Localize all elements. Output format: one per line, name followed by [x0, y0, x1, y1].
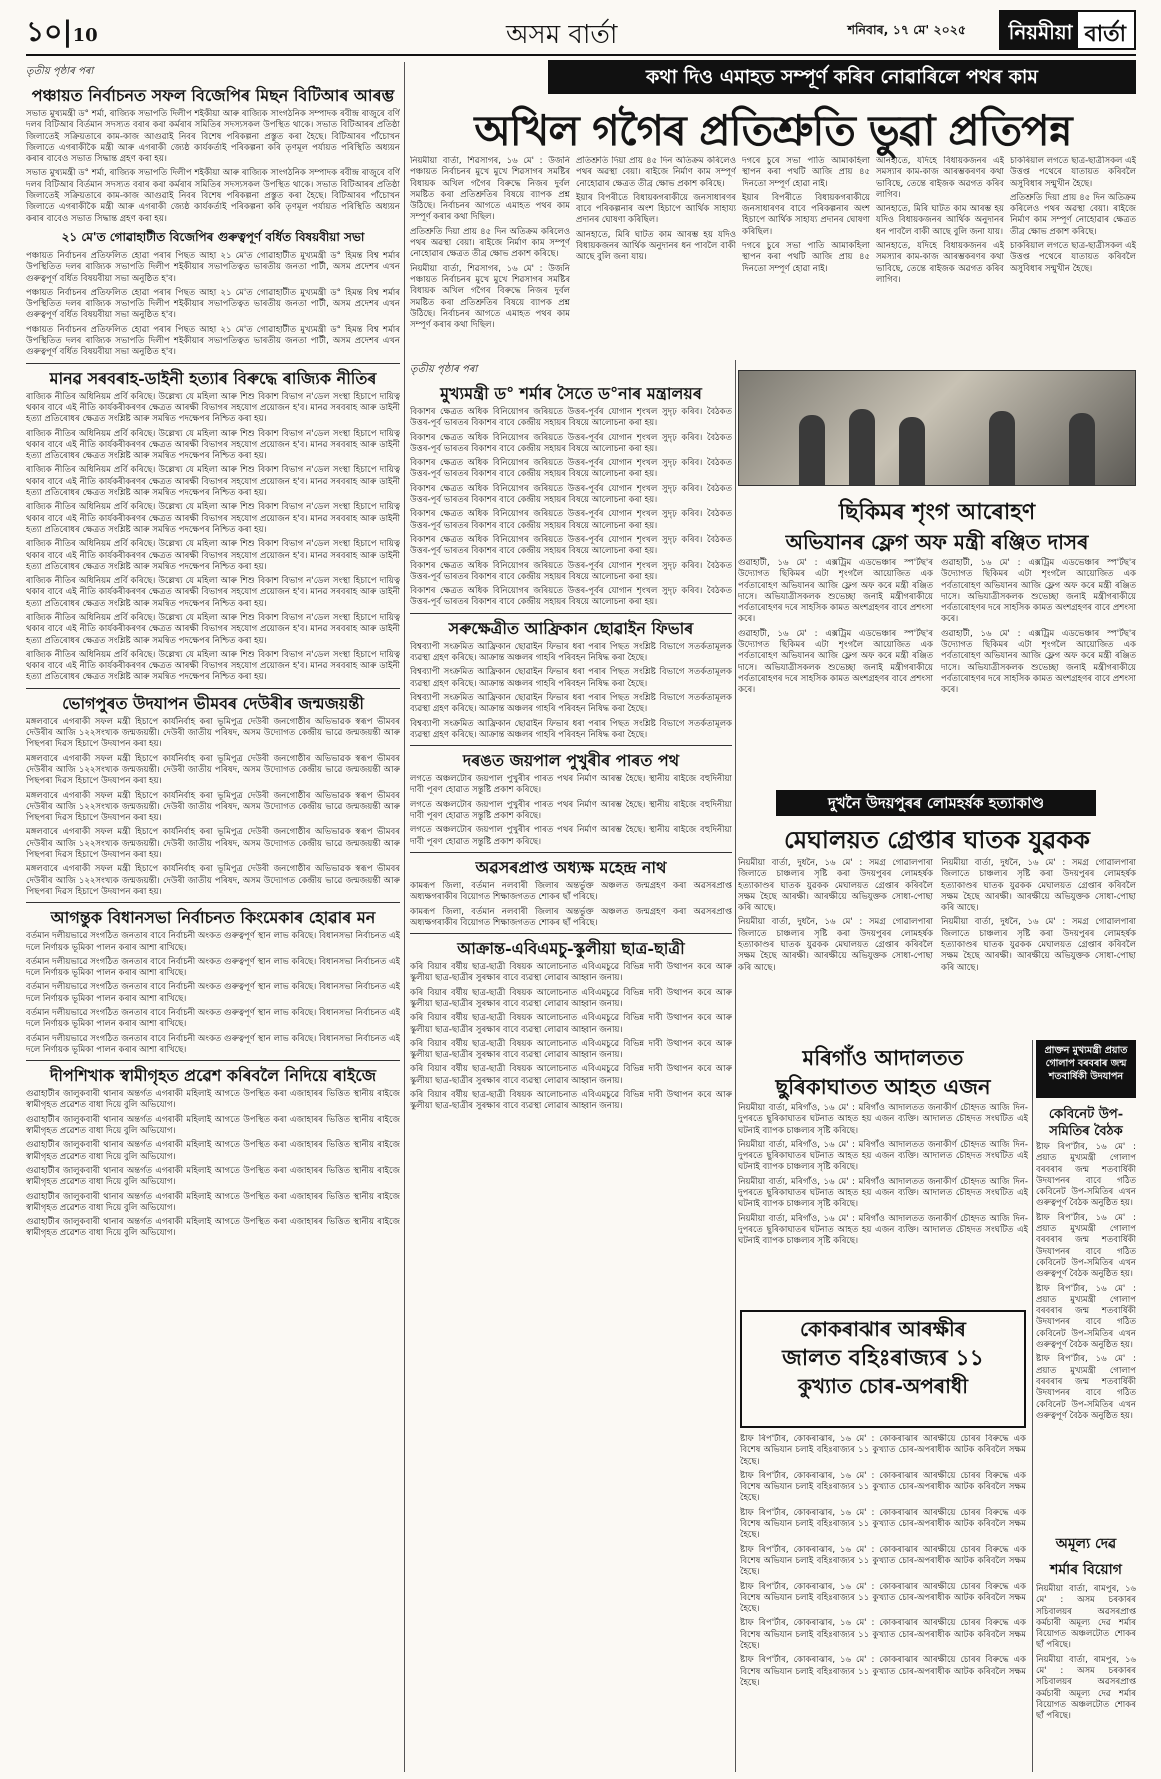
article-body: ৰাজ্যিক নীতিৰ অধিনিয়ম প্ৰৰ্বি কৰিছে। উল্লেখ্য যে মহিলা আৰু শিশু বিকাশ বিভাগ ন'ডেল সংস্থা হিচাপে দায়িত্ব থকাৰ বাবে এই নীতি কাৰ্যকৰীকৰণৰ ক্ষেত্ৰত আৰক্ষী বিভাগৰ সহযোগ প্ৰয়োজন হ'ব। মানৱ সৰবৰাহ আৰু ডাইনী হত্যা প্ৰতিৰোধৰ ক্ষেত্ৰত সংশ্লিষ্ট আৰু সমন্বিত পদক্ষেপৰ নিশ্চিত কৰা হয়।: [26, 465, 400, 499]
article-body: ষ্টাফ ৰিপ'ৰ্টাৰ, কোকৰাঝাৰ, ১৬ মে' : কোকৰাঝাৰ আৰক্ষীয়ে চোৰৰ বিৰুদ্ধে এক বিশেষ অভিযান চলাই বহিঃৰাজ্যৰ ১১ কুখ্যাত চোৰ-অপৰাধীক আটক কৰিবলৈ সক্ষম হৈছে।: [740, 1434, 1026, 1467]
subheadline: ২১ মে'ত গোৱাহাটীত বিজেপিৰ গুৰুত্বপূৰ্ণ বৰ্ধিত বিষয়বীয়া সভা: [61, 229, 365, 244]
column-divider: [735, 360, 736, 1772]
divider: [410, 745, 732, 746]
photo-figure: [989, 411, 1015, 485]
article-body: বিশ্বব্যাপী সংক্ৰমিত আফ্ৰিকান ছোৱাইন ফিভাৰ ধৰা পৰাৰ পিছত সংশ্লিষ্ট বিভাগে সতৰ্কতামূলক ব্যৱস্থা গ্ৰহণ কৰিছে। আক্ৰান্ত অঞ্চলৰ গাহৰি পৰিবহন নিষিদ্ধ কৰা হৈছে।: [410, 718, 732, 740]
article-body: মঙ্গলবাৰে এগৰাকী সফল মন্ত্ৰী হিচাপে কাৰ্যনিৰ্বাহ কৰা ভূমিপুত্ৰ দেউৰী জনগোষ্ঠীৰ অভিভাৱক স্বৰূপ ভীমবৰ দেউৰীৰ আজি ১২২সংখ্যক জন্মজয়ন্তী। দেউৰী জাতীয় পৰিষদ, অসম উদ্যোগত কেন্দ্ৰীয় ভাৱে জন্মজয়ন্তী আৰু পিছপৰা দিৱস হিচাপে উদযাপন কৰা হয়।: [26, 827, 400, 861]
article-body: নিয়মীয়া বাৰ্তা, ৰামপুৰ, ১৬ মে' : অসম চৰকাৰৰ সচিবালয়ৰ অৱসৰপ্ৰাপ্ত কৰ্মচাৰী অমূল্য দেৱ শৰ্মাৰ বিয়োগত অঞ্চলটোত শোকৰ ছাঁ পৰিছে।: [1036, 1584, 1136, 1651]
story-court: [738, 1040, 1028, 1305]
article-body: বিকাশৰ ক্ষেত্ৰত অধিক বিনিয়োগৰ জৰিয়তে উত্তৰ-পূৰ্বৰ যোগান শৃংখল সুদৃঢ় কৰিব। বৈঠকত উত্তৰ-পূৰ্ব ভাৰতৰ বিকাশৰ বাবে কেন্দ্ৰীয় সহায়ৰ বিষয়ে আলোচনা কৰা হয়।: [410, 432, 732, 454]
headline: পঞ্চায়ত নিৰ্বাচনত সফল বিজেপিৰ মিছন বিটিআৰ আৰম্ভ: [31, 86, 395, 105]
masthead: [26, 8, 1136, 56]
story-climb: [738, 494, 1136, 744]
article-body: গুৱাহাটীৰ জালুকবাৰী থানাৰ অন্তৰ্গত এগৰাকী মহিলাই আগতে উপস্থিত কৰা এজাহাৰৰ ভিত্তিত স্থানীয় ৰাইজে স্বামীগৃহত প্ৰৱেশত বাধা দিয়ে বুলি অভিযোগ।: [26, 1217, 400, 1239]
story-kokrajhar-headbox: [740, 1310, 1026, 1428]
article-body: নিয়মীয়া বাৰ্তা, দুধনৈ, ১৬ মে' : সমগ্ৰ গোৱালপাৰা জিলাতে চাঞ্চল্যৰ সৃষ্টি কৰা উদয়পুৰৰ লোমহৰ্ষক হত্যাকাণ্ডৰ ঘাতক যুৱকক মেঘালয়ত গ্ৰেপ্তাৰ কৰিবলৈ সক্ষম হৈছে আৰক্ষী। আৰক্ষীয়ে অভিযুক্তক সোধা-পোছা কৰি আছে।: [738, 858, 933, 914]
lead-body-col-4: [876, 156, 1004, 366]
article-body: ইয়াৰ বিপৰীতে বিধায়কগৰাকীয়ে জনসাধাৰণৰ বাবে পৰিকল্পনাৰ অংশ হিচাপে আৰ্থিক সাহায্য প্ৰদানৰ ঘোষণা কৰিছিল।: [576, 192, 736, 226]
lead-body-col-1: [410, 156, 570, 356]
article-body: মঙ্গলবাৰে এগৰাকী সফল মন্ত্ৰী হিচাপে কাৰ্যনিৰ্বাহ কৰা ভূমিপুত্ৰ দেউৰী জনগোষ্ঠীৰ অভিভাৱক স্বৰূপ ভীমবৰ দেউৰীৰ আজি ১২২সংখ্যক জন্মজয়ন্তী। দেউৰী জাতীয় পৰিষদ, অসম উদ্যোগত কেন্দ্ৰীয় ভাৱে জন্মজয়ন্তী আৰু পিছপৰা দিৱস হিচাপে উদযাপন কৰা হয়।: [26, 864, 400, 897]
article-body: ষ্টাফ ৰিপ'ৰ্টাৰ, কোকৰাঝাৰ, ১৬ মে' : কোকৰাঝাৰ আৰক্ষীয়ে চোৰৰ বিৰুদ্ধে এক বিশেষ অভিযান চলাই বহিঃৰাজ্যৰ ১১ কুখ্যাত চোৰ-অপৰাধীক আটক কৰিবলৈ সক্ষম হৈছে।: [740, 1544, 1026, 1578]
story-kokrajhar-head-2: জালত বহিঃৰাজ্যৰ ১১: [782, 1345, 984, 1371]
article-body: গুৱাহাটীৰ জালুকবাৰী থানাৰ অন্তৰ্গত এগৰাকী মহিলাই আগতে উপস্থিত কৰা এজাহাৰৰ ভিত্তিত স্থানীয় ৰাইজে স্বামীগৃহত প্ৰৱেশত বাধা দিয়ে বুলি অভিযোগ।: [26, 1191, 400, 1213]
article-body: বিকাশৰ ক্ষেত্ৰত অধিক বিনিয়োগৰ জৰিয়তে উত্তৰ-পূৰ্বৰ যোগান শৃংখল সুদৃঢ় কৰিব। বৈঠকত উত্তৰ-পূৰ্ব ভাৰতৰ বিকাশৰ বাবে কেন্দ্ৰীয় সহায়ৰ বিষয়ে আলোচনা কৰা হয়।: [410, 534, 732, 557]
article-body: নিয়মীয়া বাৰ্তা, মৰিগাঁও, ১৬ মে' : মৰিগাঁও আদালতত জনাকীৰ্ণ চৌহদত আজি দিন-দুপৰতে ছুৰিকাঘাতৰ ঘটনাত আহত হয় এজন ব্যক্তি। আদালত চৌহদত সংঘটিত এই ঘটনাই ব্যাপক চাঞ্চল্যৰ সৃষ্টি কৰিছে।: [738, 1139, 1028, 1173]
headline: দীপশিখাক স্বামীগৃহত প্ৰৱেশ কৰিবলৈ নিদিয়ে ৰাইজে: [49, 1066, 377, 1086]
article-body: মঙ্গলবাৰে এগৰাকী সফল মন্ত্ৰী হিচাপে কাৰ্যনিৰ্বাহ কৰা ভূমিপুত্ৰ দেউৰী জনগোষ্ঠীৰ অভিভাৱক স্বৰূপ ভীমবৰ দেউৰীৰ আজি ১২২সংখ্যক জন্মজয়ন্তী। দেউৰী জাতীয় পৰিষদ, অসম উদ্যোগত কেন্দ্ৰীয় ভাৱে জন্মজয়ন্তী আৰু পিছপৰা দিৱস হিচাপে উদযাপন কৰা হয়।: [26, 716, 400, 750]
page-number: ১০|10: [26, 15, 98, 48]
story-kokrajhar-head-3: কুখ্যাত চোৰ-অপৰাধী: [798, 1374, 968, 1398]
headline: মুখ্যমন্ত্ৰী ড° শৰ্মাৰ সৈতে ড°নাৰ মন্ত্ৰালয়ৰ: [440, 384, 702, 403]
article-body: কামৰূপ জিলা, বৰ্তমান নলবাৰী জিলাৰ অন্তৰ্ভুক্ত অঞ্চলত জন্মগ্ৰহণ কৰা অৱসৰপ্ৰাপ্ত অধ্যক্ষগৰাকীৰ বিয়োগত শিক্ষাজগতত শোকৰ ছাঁ পৰিছে।: [410, 906, 732, 928]
divider: [26, 902, 400, 903]
article-body: কৰি বিয়াৰ বৰ্ষীয় ছাত্ৰ-ছাত্ৰী বিষয়ক আলোচনাত এবিএমচুৱে বিভিন্ন দাবী উত্থাপন কৰে আৰু স্কুলীয়া ছাত্ৰ-ছাত্ৰীৰ সুৰক্ষাৰ বাবে ব্যৱস্থা লোৱাৰ আহ্বান জনায়।: [410, 1090, 732, 1112]
story-udaipur: [738, 820, 1136, 1035]
article-body: নিয়মীয়া বাৰ্তা, ৰামপুৰ, ১৬ মে' : অসম চৰকাৰৰ সচিবালয়ৰ অৱসৰপ্ৰাপ্ত কৰ্মচাৰী অমূল্য দেৱ শৰ্মাৰ বিয়োগত অঞ্চলটোত শোকৰ ছাঁ পৰিছে।: [1036, 1654, 1136, 1722]
article-body: বৰ্তমান দলীয়ভাৱে সংগঠিত জনতাৰ বাবে নিৰ্বাচনী অংকত গুৰুত্বপূৰ্ণ স্থান লাভ কৰিছে। বিধানসভা নিৰ্বাচনত এই দলে নিৰ্ণায়ক ভূমিকা পালন কৰাৰ আশা ৰাখিছে।: [26, 956, 400, 979]
headline: আক্ৰান্ত-এবিএমচু-স্কুলীয়া ছাত্ৰ-ছাত্ৰী: [457, 939, 685, 959]
article-body: দগৰে চুৰে সভা পাতি আমাকহিলা স্থাপন কৰা পথটি আজি প্ৰায় ৪৫ দিনতো সম্পূৰ্ণ হোৱা নাই।: [742, 156, 870, 189]
issue-date: শনিবাৰ, ১৭ মে' ২০২৫: [847, 22, 966, 37]
story-court-head-2: ছুৰিকাঘাতত আহত এজন: [775, 1074, 991, 1099]
lead-body-col-2: [576, 156, 736, 356]
article-body: ৰাজ্যিক নীতিৰ অধিনিয়ম প্ৰৰ্বি কৰিছে। উল্লেখ্য যে মহিলা আৰু শিশু বিকাশ বিভাগ ন'ডেল সংস্থা হিচাপে দায়িত্ব থকাৰ বাবে এই নীতি কাৰ্যকৰীকৰণৰ ক্ষেত্ৰত আৰক্ষী বিভাগৰ সহযোগ প্ৰয়োজন হ'ব। মানৱ সৰবৰাহ আৰু ডাইনী হত্যা প্ৰতিৰোধৰ ক্ষেত্ৰত সংশ্লিষ্ট আৰু সমন্বিত পদক্ষেপৰ নিশ্চিত কৰা হয়।: [26, 391, 400, 425]
column-middle: [410, 360, 732, 1772]
article-body: কৰি বিয়াৰ বৰ্ষীয় ছাত্ৰ-ছাত্ৰী বিষয়ক আলোচনাত এবিএমচুৱে বিভিন্ন দাবী উত্থাপন কৰে আৰু স্কুলীয়া ছাত্ৰ-ছাত্ৰীৰ সুৰক্ষাৰ বাবে ব্যৱস্থা লোৱাৰ আহ্বান জনায়।: [410, 987, 732, 1009]
article-body: নিয়মীয়া বাৰ্তা, দুধনৈ, ১৬ মে' : সমগ্ৰ গোৱালপাৰা জিলাতে চাঞ্চল্যৰ সৃষ্টি কৰা উদয়পুৰৰ লোমহৰ্ষক হত্যাকাণ্ডৰ ঘাতক যুৱকক মেঘালয়ত গ্ৰেপ্তাৰ কৰিবলৈ সক্ষম হৈছে আৰক্ষী। আৰক্ষীয়ে অভিযুক্তক সোধা-পোছা কৰি আছে।: [738, 917, 933, 973]
article-body: প্ৰতিশ্ৰুতি দিয়া প্ৰায় ৪৫ দিন অতিক্ৰম কৰিলেও পথৰ অৱস্থা বেয়া। ৰাইজে নিৰ্মাণ কাম সম্পূৰ্ণ নোহোৱাৰ ক্ষেত্ৰত তীব্ৰ ক্ষোভ প্ৰকাশ কৰিছে।: [410, 226, 570, 260]
article-body: পঞ্চায়ত নিৰ্বাচনৰ প্ৰতিফলিত হোৱা পৰাৰ পিছত আহা ২১ মে'ত গোৱাহাটীত মুখ্যমন্ত্ৰী ড° হিমন্ত বিশ্ব শৰ্মাৰ উপস্থিতিত দলৰ ৰাজ্যিক সভাপতি দিলীপ শইকীয়াৰ সভাপতিত্বত ভাৰতীয় জনতা পাৰ্টী, অসম প্ৰদেশৰ এখন গুৰুত্বপূৰ্ণ বৰ্ধিত বিষয়বীয়া সভা অনুষ্ঠিত হ'ব।: [26, 250, 400, 284]
headline: ভোগপুৰত উদযাপন ভীমবৰ দেউৰীৰ জন্মজয়ন্তী: [62, 693, 364, 713]
article-body: ষ্টাফ ৰিপ'ৰ্টাৰ, কোকৰাঝাৰ, ১৬ মে' : কোকৰাঝাৰ আৰক্ষীয়ে চোৰৰ বিৰুদ্ধে এক বিশেষ অভিযান চলাই বহিঃৰাজ্যৰ ১১ কুখ্যাত চোৰ-অপৰাধীক আটক কৰিবলৈ সক্ষম হৈছে।: [740, 1655, 1026, 1688]
article-body: প্ৰতিশ্ৰুতি দিয়া প্ৰায় ৪৫ দিন অতিক্ৰম কৰিলেও পথৰ অৱস্থা বেয়া। ৰাইজে নিৰ্মাণ কাম সম্পূৰ্ণ নোহোৱাৰ ক্ষেত্ৰত তীব্ৰ ক্ষোভ প্ৰকাশ কৰিছে।: [1010, 192, 1136, 237]
article-body: ষ্টাফ ৰিপ'ৰ্টাৰ, ১৬ মে' : প্ৰয়াত মুখ্যমন্ত্ৰী গোলাপ বৰবৰাৰ জন্ম শতবাৰ্ষিকী উদযাপনৰ বাবে গঠিত কেবিনেট উপ-সমিতিৰ এখন গুৰুত্বপূৰ্ণ বৈঠক অনুষ্ঠিত হয়।: [1036, 1283, 1136, 1351]
article-body: সভাত মুখ্যমন্ত্ৰী ড° শৰ্মা, ৰাজ্যিক সভাপতি দিলীপ শইকীয়া আৰু ৰাজ্যিক সাংগঠনিক সম্পাদক ৰবীন্দ্ৰ ৰাজুৰে বৰ্ণি দলৰ বিটিআৰ বিৰ্তমান সদস্যত বৰাৰ কৰা কৰ্মৰাৰ সমিতিৰ সদস্যসকল উপস্থিত থাকে। সভাত বিটিআৰৰ প্ৰতিষ্ঠা জিলাতেই সক্ৰিয়তাৰে কাম-কাজ আগুৱাই নিবৰ বিশেষ পৰিকল্পনা প্ৰস্তুত কৰা হৈছে। বিটিআৰৰ পাঁচোখন জিলাতে এগৰাকীকৈ মন্ত্ৰী আৰু এগৰাকী জ্যেষ্ঠ কাৰ্যকৰ্তাই পৰিকল্পনা কৰি তৃণমূল পৰ্যায়ত পৰিস্থিতি অধ্যয়ন কৰাৰ বাবেও সভাত সিদ্ধান্ত গ্ৰহণ কৰা হয়।: [26, 168, 400, 224]
article-body: ৰাজ্যিক নীতিৰ অধিনিয়ম প্ৰৰ্বি কৰিছে। উল্লেখ্য যে মহিলা আৰু শিশু বিকাশ বিভাগ ন'ডেল সংস্থা হিচাপে দায়িত্ব থকাৰ বাবে এই নীতি কাৰ্যকৰীকৰণৰ ক্ষেত্ৰত আৰক্ষী বিভাগৰ সহযোগ প্ৰয়োজন হ'ব। মানৱ সৰবৰাহ আৰু ডাইনী হত্যা প্ৰতিৰোধৰ ক্ষেত্ৰত সংশ্লিষ্ট আৰু সমন্বিত পদক্ষেপৰ নিশ্চিত কৰা হয়।: [26, 539, 400, 572]
article-body: সভাত মুখ্যমন্ত্ৰী ড° শৰ্মা, ৰাজ্যিক সভাপতি দিলীপ শইকীয়া আৰু ৰাজ্যিক সাংগঠনিক সম্পাদক ৰবীন্দ্ৰ ৰাজুৰে বৰ্ণি দলৰ বিটিআৰ বিৰ্তমান সদস্যত বৰাৰ কৰা কৰ্মৰাৰ সমিতিৰ সদস্যসকল উপস্থিত থাকে। সভাত বিটিআৰৰ প্ৰতিষ্ঠা জিলাতেই সক্ৰিয়তাৰে কাম-কাজ আগুৱাই নিবৰ বিশেষ পৰিকল্পনা প্ৰস্তুত কৰা হৈছে। বিটিআৰৰ পাঁচোখন জিলাতে এগৰাকীকৈ মন্ত্ৰী আৰু এগৰাকী জ্যেষ্ঠ কাৰ্যকৰ্তাই পৰিকল্পনা কৰি তৃণমূল পৰ্যায়ত পৰিস্থিতি অধ্যয়ন কৰাৰ বাবেও সভাত সিদ্ধান্ত গ্ৰহণ কৰা হয়।: [26, 109, 400, 165]
divider: [26, 363, 400, 364]
story-climb-head-2: অভিযানৰ ফ্লেগ অফ মন্ত্ৰী ৰঞ্জিত দাসৰ: [785, 530, 1089, 554]
headline: আগন্তুক বিধানসভা নিৰ্বাচনত কিংমেকাৰ হোৱাৰ মন: [50, 908, 376, 928]
lead-headline: অখিল গগৈৰ প্ৰতিশ্ৰুতি ভুৱা প্ৰতিপন্ন: [474, 106, 1072, 155]
article-body: ষ্টাফ ৰিপ'ৰ্টাৰ, কোকৰাঝাৰ, ১৬ মে' : কোকৰাঝাৰ আৰক্ষীয়ে চোৰৰ বিৰুদ্ধে এক বিশেষ অভিযান চলাই বহিঃৰাজ্যৰ ১১ কুখ্যাত চোৰ-অপৰাধীক আটক কৰিবলৈ সক্ষম হৈছে।: [740, 1507, 1026, 1541]
article-body: প্ৰতিশ্ৰুতি দিয়া প্ৰায় ৪৫ দিন অতিক্ৰম কৰিলেও পথৰ অৱস্থা বেয়া। ৰাইজে নিৰ্মাণ কাম সম্পূৰ্ণ নোহোৱাৰ ক্ষেত্ৰত তীব্ৰ ক্ষোভ প্ৰকাশ কৰিছে।: [576, 156, 736, 189]
article-body: ৰাজ্যিক নীতিৰ অধিনিয়ম প্ৰৰ্বি কৰিছে। উল্লেখ্য যে মহিলা আৰু শিশু বিকাশ বিভাগ ন'ডেল সংস্থা হিচাপে দায়িত্ব থকাৰ বাবে এই নীতি কাৰ্যকৰীকৰণৰ ক্ষেত্ৰত আৰক্ষী বিভাগৰ সহযোগ প্ৰয়োজন হ'ব। মানৱ সৰবৰাহ আৰু ডাইনী হত্যা প্ৰতিৰোধৰ ক্ষেত্ৰত সংশ্লিষ্ট আৰু সমন্বিত পদক্ষেপৰ নিশ্চিত কৰা হয়।: [26, 428, 400, 462]
news-photo: [738, 370, 1136, 486]
article-body: চাকৰিয়াল লগতে ছাত্ৰ-ছাত্ৰীসকল এই উত্তপ্ত পথেৰে যাতায়ত কৰিবলৈ অসুবিধাৰ সন্মুখীন হৈছে।: [1010, 156, 1136, 189]
divider: [410, 852, 732, 853]
divider: [26, 688, 400, 689]
column-divider: [1032, 1040, 1033, 1772]
lead-kicker: কথা দিও এমাহত সম্পূৰ্ণ কৰিব নোৱাৰিলে পথৰ কাম: [548, 60, 1136, 94]
lead-body-col-5: [1010, 156, 1136, 366]
story-obit-head-1: অমূল্য দেৱ: [1055, 1536, 1117, 1552]
article-body: ইয়াৰ বিপৰীতে বিধায়কগৰাকীয়ে জনসাধাৰণৰ বাবে পৰিকল্পনাৰ অংশ হিচাপে আৰ্থিক সাহায্য প্ৰদানৰ ঘোষণা কৰিছিল।: [742, 192, 870, 237]
article-body: বিকাশৰ ক্ষেত্ৰত অধিক বিনিয়োগৰ জৰিয়তে উত্তৰ-পূৰ্বৰ যোগান শৃংখল সুদৃঢ় কৰিব। বৈঠকত উত্তৰ-পূৰ্ব ভাৰতৰ বিকাশৰ বাবে কেন্দ্ৰীয় সহায়ৰ বিষয়ে আলোচনা কৰা হয়।: [410, 458, 732, 480]
article-body: লগতে অঞ্চলটোৰ জয়পাল পুখুৰীৰ পাৰত পথৰ নিৰ্মাণ আৰম্ভ হৈছে। স্থানীয় ৰাইজে বহুদিনীয়া দাবী পূৰণ হোৱাত সন্তুষ্টি প্ৰকাশ কৰিছে।: [410, 825, 732, 847]
article-body: কৰি বিয়াৰ বৰ্ষীয় ছাত্ৰ-ছাত্ৰী বিষয়ক আলোচনাত এবিএমচুৱে বিভিন্ন দাবী উত্থাপন কৰে আৰু স্কুলীয়া ছাত্ৰ-ছাত্ৰীৰ সুৰক্ষাৰ বাবে ব্যৱস্থা লোৱাৰ আহ্বান জনায়।: [410, 1038, 732, 1061]
divider: [26, 1060, 400, 1061]
photo-figure: [799, 415, 825, 485]
article-body: গুৱাহাটী, ১৬ মে' : এক্সট্ৰিম এডভেঞ্চাৰ স্প'ৰ্টছ'ৰ উদ্যোগত ছিকিমৰ এটা শৃংগলৈ আয়োজিত এক পৰ্বতাৰোহণ অভিযানৰ আজি ফ্লেগ অফ কৰে মন্ত্ৰী ৰঞ্জিত দাসে। অভিযাত্ৰীসকলক শুভেচ্ছা জনাই মন্ত্ৰীগৰাকীয়ে পৰ্বতাৰোহণৰ দৰে সাহসিক কামত অংশগ্ৰহণৰ বাবে প্ৰশংসা কৰে।: [738, 628, 933, 696]
article-body: ষ্টাফ ৰিপ'ৰ্টাৰ, কোকৰাঝাৰ, ১৬ মে' : কোকৰাঝাৰ আৰক্ষীয়ে চোৰৰ বিৰুদ্ধে এক বিশেষ অভিযান চলাই বহিঃৰাজ্যৰ ১১ কুখ্যাত চোৰ-অপৰাধীক আটক কৰিবলৈ সক্ষম হৈছে।: [740, 1470, 1026, 1504]
article-body: বিকাশৰ ক্ষেত্ৰত অধিক বিনিয়োগৰ জৰিয়তে উত্তৰ-পূৰ্বৰ যোগান শৃংখল সুদৃঢ় কৰিব। বৈঠকত উত্তৰ-পূৰ্ব ভাৰতৰ বিকাশৰ বাবে কেন্দ্ৰীয় সহায়ৰ বিষয়ে আলোচনা কৰা হয়।: [410, 509, 732, 531]
lead-body-col-3: [742, 156, 870, 366]
article-body: পঞ্চায়ত নিৰ্বাচনৰ প্ৰতিফলিত হোৱা পৰাৰ পিছত আহা ২১ মে'ত গোৱাহাটীত মুখ্যমন্ত্ৰী ড° হিমন্ত বিশ্ব শৰ্মাৰ উপস্থিতিত দলৰ ৰাজ্যিক সভাপতি দিলীপ শইকীয়াৰ সভাপতিত্বত ভাৰতীয় জনতা পাৰ্টী, অসম প্ৰদেশৰ এখন গুৰুত্বপূৰ্ণ বৰ্ধিত বিষয়বীয়া সভা অনুষ্ঠিত হ'ব।: [26, 287, 400, 321]
article-body: লগতে অঞ্চলটোৰ জয়পাল পুখুৰীৰ পাৰত পথৰ নিৰ্মাণ আৰম্ভ হৈছে। স্থানীয় ৰাইজে বহুদিনীয়া দাবী পূৰণ হোৱাত সন্তুষ্টি প্ৰকাশ কৰিছে।: [410, 774, 732, 796]
continued-label: তৃতীয় পৃষ্ঠাৰ পৰা: [410, 364, 478, 375]
article-body: গুৱাহাটীৰ জালুকবাৰী থানাৰ অন্তৰ্গত এগৰাকী মহিলাই আগতে উপস্থিত কৰা এজাহাৰৰ ভিত্তিত স্থানীয় ৰাইজে স্বামীগৃহত প্ৰৱেশত বাধা দিয়ে বুলি অভিযোগ।: [26, 1114, 400, 1137]
headline: দৰঙত জয়পাল পুখুৰীৰ পাৰত পথ: [462, 751, 680, 771]
story-obit: [1036, 1528, 1136, 1772]
headline: অৱসৰপ্ৰাপ্ত অধ্যক্ষ মহেন্দ্ৰ নাথ: [475, 857, 667, 877]
article-body: গুৱাহাটী, ১৬ মে' : এক্সট্ৰিম এডভেঞ্চাৰ স্প'ৰ্টছ'ৰ উদ্যোগত ছিকিমৰ এটা শৃংগলৈ আয়োজিত এক পৰ্বতাৰোহণ অভিযানৰ আজি ফ্লেগ অফ কৰে মন্ত্ৰী ৰঞ্জিত দাসে। অভিযাত্ৰীসকলক শুভেচ্ছা জনাই মন্ত্ৰীগৰাকীয়ে পৰ্বতাৰোহণৰ দৰে সাহসিক কামত অংশগ্ৰহণৰ বাবে প্ৰশংসা কৰে।: [941, 558, 1136, 625]
divider: [410, 613, 732, 614]
article-body: বিশ্বব্যাপী সংক্ৰমিত আফ্ৰিকান ছোৱাইন ফিভাৰ ধৰা পৰাৰ পিছত সংশ্লিষ্ট বিভাগে সতৰ্কতামূলক ব্যৱস্থা গ্ৰহণ কৰিছে। আক্ৰান্ত অঞ্চলৰ গাহৰি পৰিবহন নিষিদ্ধ কৰা হৈছে।: [410, 667, 732, 689]
article-body: নিয়মীয়া বাৰ্তা, দুধনৈ, ১৬ মে' : সমগ্ৰ গোৱালপাৰা জিলাতে চাঞ্চল্যৰ সৃষ্টি কৰা উদয়পুৰৰ লোমহৰ্ষক হত্যাকাণ্ডৰ ঘাতক যুৱকক মেঘালয়ত গ্ৰেপ্তাৰ কৰিবলৈ সক্ষম হৈছে আৰক্ষী। আৰক্ষীয়ে অভিযুক্তক সোধা-পোছা কৰি আছে।: [941, 858, 1136, 914]
article-body: লগতে অঞ্চলটোৰ জয়পাল পুখুৰীৰ পাৰত পথৰ নিৰ্মাণ আৰম্ভ হৈছে। স্থানীয় ৰাইজে বহুদিনীয়া দাবী পূৰণ হোৱাত সন্তুষ্টি প্ৰকাশ কৰিছে।: [410, 799, 732, 822]
article-body: কৰি বিয়াৰ বৰ্ষীয় ছাত্ৰ-ছাত্ৰী বিষয়ক আলোচনাত এবিএমচুৱে বিভিন্ন দাবী উত্থাপন কৰে আৰু স্কুলীয়া ছাত্ৰ-ছাত্ৰীৰ সুৰক্ষাৰ বাবে ব্যৱস্থা লোৱাৰ আহ্বান জনায়।: [410, 1064, 732, 1086]
story-gopal: [1036, 1102, 1136, 1522]
article-body: ষ্টাফ ৰিপ'ৰ্টাৰ, ১৬ মে' : প্ৰয়াত মুখ্যমন্ত্ৰী গোলাপ বৰবৰাৰ জন্ম শতবাৰ্ষিকী উদযাপনৰ বাবে গঠিত কেবিনেট উপ-সমিতিৰ এখন গুৰুত্বপূৰ্ণ বৈঠক অনুষ্ঠিত হয়।: [1036, 1212, 1136, 1280]
article-body: আনহাতে, যদিহে বিধায়কজনৰ এই সমস্যাৰ কাম-কাজ আৰম্ভকৰণৰ কথা ভাবিছে, তেন্তে ৰাইজক অৱগত কৰিব লাগিব।: [876, 241, 1004, 285]
story-obit-head-2: শৰ্মাৰ বিয়োগ: [1050, 1562, 1122, 1578]
article-body: বিকাশৰ ক্ষেত্ৰত অধিক বিনিয়োগৰ জৰিয়তে উত্তৰ-পূৰ্বৰ যোগান শৃংখল সুদৃঢ় কৰিব। বৈঠকত উত্তৰ-পূৰ্ব ভাৰতৰ বিকাশৰ বাবে কেন্দ্ৰীয় সহায়ৰ বিষয়ে আলোচনা কৰা হয়।: [410, 483, 732, 506]
article-body: বৰ্তমান দলীয়ভাৱে সংগঠিত জনতাৰ বাবে নিৰ্বাচনী অংকত গুৰুত্বপূৰ্ণ স্থান লাভ কৰিছে। বিধানসভা নিৰ্বাচনত এই দলে নিৰ্ণায়ক ভূমিকা পালন কৰাৰ আশা ৰাখিছে।: [26, 1008, 400, 1030]
article-body: বিকাশৰ ক্ষেত্ৰত অধিক বিনিয়োগৰ জৰিয়তে উত্তৰ-পূৰ্বৰ যোগান শৃংখল সুদৃঢ় কৰিব। বৈঠকত উত্তৰ-পূৰ্ব ভাৰতৰ বিকাশৰ বাবে কেন্দ্ৰীয় সহায়ৰ বিষয়ে আলোচনা কৰা হয়।: [410, 560, 732, 582]
headline: সৰুক্ষেত্ৰীত আফ্ৰিকান ছোৱাইন ফিভাৰ: [448, 618, 694, 638]
article-body: বৰ্তমান দলীয়ভাৱে সংগঠিত জনতাৰ বাবে নিৰ্বাচনী অংকত গুৰুত্বপূৰ্ণ স্থান লাভ কৰিছে। বিধানসভা নিৰ্বাচনত এই দলে নিৰ্ণায়ক ভূমিকা পালন কৰাৰ আশা ৰাখিছে।: [26, 982, 400, 1004]
story-court-head-1: মৰিগাঁও আদালতত: [802, 1045, 964, 1070]
article-body: নিয়মীয়া বাৰ্তা, মৰিগাঁও, ১৬ মে' : মৰিগাঁও আদালতত জনাকীৰ্ণ চৌহদত আজি দিন-দুপৰতে ছুৰিকাঘাতৰ ঘটনাত আহত হয় এজন ব্যক্তি। আদালত চৌহদত সংঘটিত এই ঘটনাই ব্যাপক চাঞ্চল্যৰ সৃষ্টি কৰিছে।: [738, 1176, 1028, 1210]
article-body: নিয়মীয়া বাৰ্তা, মৰিগাঁও, ১৬ মে' : মৰিগাঁও আদালতত জনাকীৰ্ণ চৌহদত আজি দিন-দুপৰতে ছুৰিকাঘাতৰ ঘটনাত আহত হয় এজন ব্যক্তি। আদালত চৌহদত সংঘটিত এই ঘটনাই ব্যাপক চাঞ্চল্যৰ সৃষ্টি কৰিছে।: [738, 1103, 1028, 1136]
article-body: ৰাজ্যিক নীতিৰ অধিনিয়ম প্ৰৰ্বি কৰিছে। উল্লেখ্য যে মহিলা আৰু শিশু বিকাশ বিভাগ ন'ডেল সংস্থা হিচাপে দায়িত্ব থকাৰ বাবে এই নীতি কাৰ্যকৰীকৰণৰ ক্ষেত্ৰত আৰক্ষী বিভাগৰ সহযোগ প্ৰয়োজন হ'ব। মানৱ সৰবৰাহ আৰু ডাইনী হত্যা প্ৰতিৰোধৰ ক্ষেত্ৰত সংশ্লিষ্ট আৰু সমন্বিত পদক্ষেপৰ নিশ্চিত কৰা হয়।: [26, 649, 400, 683]
article-body: বৰ্তমান দলীয়ভাৱে সংগঠিত জনতাৰ বাবে নিৰ্বাচনী অংকত গুৰুত্বপূৰ্ণ স্থান লাভ কৰিছে। বিধানসভা নিৰ্বাচনত এই দলে নিৰ্ণায়ক ভূমিকা পালন কৰাৰ আশা ৰাখিছে।: [26, 931, 400, 953]
article-body: নিয়মীয়া বাৰ্তা, মৰিগাঁও, ১৬ মে' : মৰিগাঁও আদালতত জনাকীৰ্ণ চৌহদত আজি দিন-দুপৰতে ছুৰিকাঘাতৰ ঘটনাত আহত হয় এজন ব্যক্তি। আদালত চৌহদত সংঘটিত এই ঘটনাই ব্যাপক চাঞ্চল্যৰ সৃষ্টি কৰিছে।: [738, 1213, 1028, 1247]
headline: মানৱ সৰবৰাহ-ডাইনী হত্যাৰ বিৰুদ্ধে ৰাজ্যিক নীতিৰ: [49, 368, 377, 388]
photo-figure: [899, 417, 925, 485]
article-body: ৰাজ্যিক নীতিৰ অধিনিয়ম প্ৰৰ্বি কৰিছে। উল্লেখ্য যে মহিলা আৰু শিশু বিকাশ বিভাগ ন'ডেল সংস্থা হিচাপে দায়িত্ব থকাৰ বাবে এই নীতি কাৰ্যকৰীকৰণৰ ক্ষেত্ৰত আৰক্ষী বিভাগৰ সহযোগ প্ৰয়োজন হ'ব। মানৱ সৰবৰাহ আৰু ডাইনী হত্যা প্ৰতিৰোধৰ ক্ষেত্ৰত সংশ্লিষ্ট আৰু সমন্বিত পদক্ষেপৰ নিশ্চিত কৰা হয়।: [26, 502, 400, 535]
article-body: ৰাজ্যিক নীতিৰ অধিনিয়ম প্ৰৰ্বি কৰিছে। উল্লেখ্য যে মহিলা আৰু শিশু বিকাশ বিভাগ ন'ডেল সংস্থা হিচাপে দায়িত্ব থকাৰ বাবে এই নীতি কাৰ্যকৰীকৰণৰ ক্ষেত্ৰত আৰক্ষী বিভাগৰ সহযোগ প্ৰয়োজন হ'ব। মানৱ সৰবৰাহ আৰু ডাইনী হত্যা প্ৰতিৰোধৰ ক্ষেত্ৰত সংশ্লিষ্ট আৰু সমন্বিত পদক্ষেপৰ নিশ্চিত কৰা হয়।: [26, 612, 400, 646]
article-body: ষ্টাফ ৰিপ'ৰ্টাৰ, ১৬ মে' : প্ৰয়াত মুখ্যমন্ত্ৰী গোলাপ বৰবৰাৰ জন্ম শতবাৰ্ষিকী উদযাপনৰ বাবে গঠিত কেবিনেট উপ-সমিতিৰ এখন গুৰুত্বপূৰ্ণ বৈঠক অনুষ্ঠিত হয়।: [1036, 1354, 1136, 1421]
article-body: গুৱাহাটীৰ জালুকবাৰী থানাৰ অন্তৰ্গত এগৰাকী মহিলাই আগতে উপস্থিত কৰা এজাহাৰৰ ভিত্তিত স্থানীয় ৰাইজে স্বামীগৃহত প্ৰৱেশত বাধা দিয়ে বুলি অভিযোগ।: [26, 1165, 400, 1188]
story-kokrajhar: [740, 1434, 1026, 1772]
photo-figure: [849, 409, 875, 485]
column-left: [26, 62, 400, 1772]
article-body: মঙ্গলবাৰে এগৰাকী সফল মন্ত্ৰী হিচাপে কাৰ্যনিৰ্বাহ কৰা ভূমিপুত্ৰ দেউৰী জনগোষ্ঠীৰ অভিভাৱক স্বৰূপ ভীমবৰ দেউৰীৰ আজি ১২২সংখ্যক জন্মজয়ন্তী। দেউৰী জাতীয় পৰিষদ, অসম উদ্যোগত কেন্দ্ৰীয় ভাৱে জন্মজয়ন্তী আৰু পিছপৰা দিৱস হিচাপে উদযাপন কৰা হয়।: [26, 753, 400, 787]
article-body: দগৰে চুৰে সভা পাতি আমাকহিলা স্থাপন কৰা পথটি আজি প্ৰায় ৪৫ দিনতো সম্পূৰ্ণ হোৱা নাই।: [742, 241, 870, 274]
article-body: চাকৰিয়াল লগতে ছাত্ৰ-ছাত্ৰীসকল এই উত্তপ্ত পথেৰে যাতায়ত কৰিবলৈ অসুবিধাৰ সন্মুখীন হৈছে।: [1010, 241, 1136, 274]
column-divider: [404, 62, 405, 1772]
continued-label: তৃতীয় পৃষ্ঠাৰ পৰা: [26, 66, 94, 77]
article-body: মঙ্গলবাৰে এগৰাকী সফল মন্ত্ৰী হিচাপে কাৰ্যনিৰ্বাহ কৰা ভূমিপুত্ৰ দেউৰী জনগোষ্ঠীৰ অভিভাৱক স্বৰূপ ভীমবৰ দেউৰীৰ আজি ১২২সংখ্যক জন্মজয়ন্তী। দেউৰী জাতীয় পৰিষদ, অসম উদ্যোগত কেন্দ্ৰীয় ভাৱে জন্মজয়ন্তী আৰু পিছপৰা দিৱস হিচাপে উদযাপন কৰা হয়।: [26, 790, 400, 824]
story-kokrajhar-head-1: কোকৰাঝাৰ আৰক্ষীৰ: [800, 1317, 966, 1341]
article-body: বিকাশৰ ক্ষেত্ৰত অধিক বিনিয়োগৰ জৰিয়তে উত্তৰ-পূৰ্বৰ যোগান শৃংখল সুদৃঢ় কৰিব। বৈঠকত উত্তৰ-পূৰ্ব ভাৰতৰ বিকাশৰ বাবে কেন্দ্ৰীয় সহায়ৰ বিষয়ে আলোচনা কৰা হয়।: [410, 407, 732, 429]
article-body: বৰ্তমান দলীয়ভাৱে সংগঠিত জনতাৰ বাবে নিৰ্বাচনী অংকত গুৰুত্বপূৰ্ণ স্থান লাভ কৰিছে। বিধানসভা নিৰ্বাচনত এই দলে নিৰ্ণায়ক ভূমিকা পালন কৰাৰ আশা ৰাখিছে।: [26, 1033, 400, 1055]
article-body: ষ্টাফ ৰিপ'ৰ্টাৰ, কোকৰাঝাৰ, ১৬ মে' : কোকৰাঝাৰ আৰক্ষীয়ে চোৰৰ বিৰুদ্ধে এক বিশেষ অভিযান চলাই বহিঃৰাজ্যৰ ১১ কুখ্যাত চোৰ-অপৰাধীক আটক কৰিবলৈ সক্ষম হৈছে।: [740, 1581, 1026, 1615]
article-body: আনহাতে, মিৰি ঘাটত কাম আৰম্ভ হয় যদিও বিধায়কজনৰ আৰ্থিক অনুদানৰ ধন পাবলৈ বাকী আছে বুলি জনা যায়।: [576, 229, 736, 263]
article-body: নিয়মীয়া বাৰ্তা, দুধনৈ, ১৬ মে' : সমগ্ৰ গোৱালপাৰা জিলাতে চাঞ্চল্যৰ সৃষ্টি কৰা উদয়পুৰৰ লোমহৰ্ষক হত্যাকাণ্ডৰ ঘাতক যুৱকক মেঘালয়ত গ্ৰেপ্তাৰ কৰিবলৈ সক্ষম হৈছে আৰক্ষী। আৰক্ষীয়ে অভিযুক্তক সোধা-পোছা কৰি আছে।: [941, 917, 1136, 973]
newspaper-logo: নিয়মীয়া বাৰ্তা: [999, 10, 1136, 50]
article-body: নিয়মীয়া বাৰ্তা, শিৱসাগৰ, ১৬ মে' : উজনি পঞ্চায়ত নিৰ্বাচনৰ মুখে মুখে শিৱসাগৰ সমষ্টিৰ বিধায়ক অখিল গগৈৰ বিৰুদ্ধে নিজৰ দুৰ্বল সমষ্টিত কৰা প্ৰতিশ্ৰুতিৰ বিষয়ে ব্যাপক প্ৰশ্ন উঠিছে। নিৰ্বাচনৰ আগতে এমাহত পথৰ কাম সম্পূৰ্ণ কৰাৰ কথা দিছিল।: [410, 263, 570, 331]
article-body: বিশ্বব্যাপী সংক্ৰমিত আফ্ৰিকান ছোৱাইন ফিভাৰ ধৰা পৰাৰ পিছত সংশ্লিষ্ট বিভাগে সতৰ্কতামূলক ব্যৱস্থা গ্ৰহণ কৰিছে। আক্ৰান্ত অঞ্চলৰ গাহৰি পৰিবহন নিষিদ্ধ কৰা হৈছে।: [410, 692, 732, 715]
article-body: আনহাতে, যদিহে বিধায়কজনৰ এই সমস্যাৰ কাম-কাজ আৰম্ভকৰণৰ কথা ভাবিছে, তেন্তে ৰাইজক অৱগত কৰিব লাগিব।: [876, 156, 1004, 200]
photo-figure: [1069, 413, 1095, 485]
section-title: অসম বাৰ্তা: [506, 20, 618, 50]
article-body: কামৰূপ জিলা, বৰ্তমান নলবাৰী জিলাৰ অন্তৰ্ভুক্ত অঞ্চলত জন্মগ্ৰহণ কৰা অৱসৰপ্ৰাপ্ত অধ্যক্ষগৰাকীৰ বিয়োগত শিক্ষাজগতত শোকৰ ছাঁ পৰিছে।: [410, 880, 732, 903]
story-gopal-box: প্ৰাক্তন মুখ্যমন্ত্ৰী প্ৰয়াত গোলাপ বৰবৰাৰ জন্ম শতবাৰ্ষিকী উদযাপন: [1036, 1040, 1136, 1098]
story-udaipur-head: মেঘালয়ত গ্ৰেপ্তাৰ ঘাতক যুৱকক: [784, 825, 1090, 854]
article-body: নিয়মীয়া বাৰ্তা, শিৱসাগৰ, ১৬ মে' : উজনি পঞ্চায়ত নিৰ্বাচনৰ মুখে মুখে শিৱসাগৰ সমষ্টিৰ বিধায়ক অখিল গগৈৰ বিৰুদ্ধে নিজৰ দুৰ্বল সমষ্টিত কৰা প্ৰতিশ্ৰুতিৰ বিষয়ে ব্যাপক প্ৰশ্ন উঠিছে। নিৰ্বাচনৰ আগতে এমাহত পথৰ কাম সম্পূৰ্ণ কৰাৰ কথা দিছিল।: [410, 156, 570, 223]
article-body: ৰাজ্যিক নীতিৰ অধিনিয়ম প্ৰৰ্বি কৰিছে। উল্লেখ্য যে মহিলা আৰু শিশু বিকাশ বিভাগ ন'ডেল সংস্থা হিচাপে দায়িত্ব থকাৰ বাবে এই নীতি কাৰ্যকৰীকৰণৰ ক্ষেত্ৰত আৰক্ষী বিভাগৰ সহযোগ প্ৰয়োজন হ'ব। মানৱ সৰবৰাহ আৰু ডাইনী হত্যা প্ৰতিৰোধৰ ক্ষেত্ৰত সংশ্লিষ্ট আৰু সমন্বিত পদক্ষেপৰ নিশ্চিত কৰা হয়।: [26, 576, 400, 609]
story-climb-head-1: ছিকিমৰ শৃংগ আৰোহণ: [838, 499, 1036, 525]
divider: [410, 933, 732, 934]
article-body: বিকাশৰ ক্ষেত্ৰত অধিক বিনিয়োগৰ জৰিয়তে উত্তৰ-পূৰ্বৰ যোগান শৃংখল সুদৃঢ় কৰিব। বৈঠকত উত্তৰ-পূৰ্ব ভাৰতৰ বিকাশৰ বাবে কেন্দ্ৰীয় সহায়ৰ বিষয়ে আলোচনা কৰা হয়।: [410, 586, 732, 608]
story-udaipur-bar: দুখনৈ উদয়পুৰৰ লোমহৰ্ষক হত্যাকাণ্ড: [776, 790, 1096, 816]
story-gopal-head: কেবিনেট উপ-সমিতিৰ বৈঠক: [1048, 1107, 1124, 1139]
article-body: গুৱাহাটীৰ জালুকবাৰী থানাৰ অন্তৰ্গত এগৰাকী মহিলাই আগতে উপস্থিত কৰা এজাহাৰৰ ভিত্তিত স্থানীয় ৰাইজে স্বামীগৃহত প্ৰৱেশত বাধা দিয়ে বুলি অভিযোগ।: [26, 1140, 400, 1162]
article-body: আনহাতে, মিৰি ঘাটত কাম আৰম্ভ হয় যদিও বিধায়কজনৰ আৰ্থিক অনুদানৰ ধন পাবলৈ বাকী আছে বুলি জনা যায়।: [876, 204, 1004, 237]
article-body: গুৱাহাটীৰ জালুকবাৰী থানাৰ অন্তৰ্গত এগৰাকী মহিলাই আগতে উপস্থিত কৰা এজাহাৰৰ ভিত্তিত স্থানীয় ৰাইজে স্বামীগৃহত প্ৰৱেশত বাধা দিয়ে বুলি অভিযোগ।: [26, 1089, 400, 1111]
article-body: কৰি বিয়াৰ বৰ্ষীয় ছাত্ৰ-ছাত্ৰী বিষয়ক আলোচনাত এবিএমচুৱে বিভিন্ন দাবী উত্থাপন কৰে আৰু স্কুলীয়া ছাত্ৰ-ছাত্ৰীৰ সুৰক্ষাৰ বাবে ব্যৱস্থা লোৱাৰ আহ্বান জনায়।: [410, 1013, 732, 1035]
article-body: কৰি বিয়াৰ বৰ্ষীয় ছাত্ৰ-ছাত্ৰী বিষয়ক আলোচনাত এবিএমচুৱে বিভিন্ন দাবী উত্থাপন কৰে আৰু স্কুলীয়া ছাত্ৰ-ছাত্ৰীৰ সুৰক্ষাৰ বাবে ব্যৱস্থা লোৱাৰ আহ্বান জনায়।: [410, 962, 732, 984]
article-body: ষ্টাফ ৰিপ'ৰ্টাৰ, কোকৰাঝাৰ, ১৬ মে' : কোকৰাঝাৰ আৰক্ষীয়ে চোৰৰ বিৰুদ্ধে এক বিশেষ অভিযান চলাই বহিঃৰাজ্যৰ ১১ কুখ্যাত চোৰ-অপৰাধীক আটক কৰিবলৈ সক্ষম হৈছে।: [740, 1618, 1026, 1652]
article-body: গুৱাহাটী, ১৬ মে' : এক্সট্ৰিম এডভেঞ্চাৰ স্প'ৰ্টছ'ৰ উদ্যোগত ছিকিমৰ এটা শৃংগলৈ আয়োজিত এক পৰ্বতাৰোহণ অভিযানৰ আজি ফ্লেগ অফ কৰে মন্ত্ৰী ৰঞ্জিত দাসে। অভিযাত্ৰীসকলক শুভেচ্ছা জনাই মন্ত্ৰীগৰাকীয়ে পৰ্বতাৰোহণৰ দৰে সাহসিক কামত অংশগ্ৰহণৰ বাবে প্ৰশংসা কৰে।: [738, 558, 933, 625]
article-body: বিশ্বব্যাপী সংক্ৰমিত আফ্ৰিকান ছোৱাইন ফিভাৰ ধৰা পৰাৰ পিছত সংশ্লিষ্ট বিভাগে সতৰ্কতামূলক ব্যৱস্থা গ্ৰহণ কৰিছে। আক্ৰান্ত অঞ্চলৰ গাহৰি পৰিবহন নিষিদ্ধ কৰা হৈছে।: [410, 641, 732, 664]
article-body: পঞ্চায়ত নিৰ্বাচনৰ প্ৰতিফলিত হোৱা পৰাৰ পিছত আহা ২১ মে'ত গোৱাহাটীত মুখ্যমন্ত্ৰী ড° হিমন্ত বিশ্ব শৰ্মাৰ উপস্থিতিত দলৰ ৰাজ্যিক সভাপতি দিলীপ শইকীয়াৰ সভাপতিত্বত ভাৰতীয় জনতা পাৰ্টী, অসম প্ৰদেশৰ এখন গুৰুত্বপূৰ্ণ বৰ্ধিত বিষয়বীয়া সভা অনুষ্ঠিত হ'ব।: [26, 324, 400, 358]
article-body: ষ্টাফ ৰিপ'ৰ্টাৰ, ১৬ মে' : প্ৰয়াত মুখ্যমন্ত্ৰী গোলাপ বৰবৰাৰ জন্ম শতবাৰ্ষিকী উদযাপনৰ বাবে গঠিত কেবিনেট উপ-সমিতিৰ এখন গুৰুত্বপূৰ্ণ বৈঠক অনুষ্ঠিত হয়।: [1036, 1142, 1136, 1209]
article-body: গুৱাহাটী, ১৬ মে' : এক্সট্ৰিম এডভেঞ্চাৰ স্প'ৰ্টছ'ৰ উদ্যোগত ছিকিমৰ এটা শৃংগলৈ আয়োজিত এক পৰ্বতাৰোহণ অভিযানৰ আজি ফ্লেগ অফ কৰে মন্ত্ৰী ৰঞ্জিত দাসে। অভিযাত্ৰীসকলক শুভেচ্ছা জনাই মন্ত্ৰীগৰাকীয়ে পৰ্বতাৰোহণৰ দৰে সাহসিক কামত অংশগ্ৰহণৰ বাবে প্ৰশংসা কৰে।: [941, 628, 1136, 696]
